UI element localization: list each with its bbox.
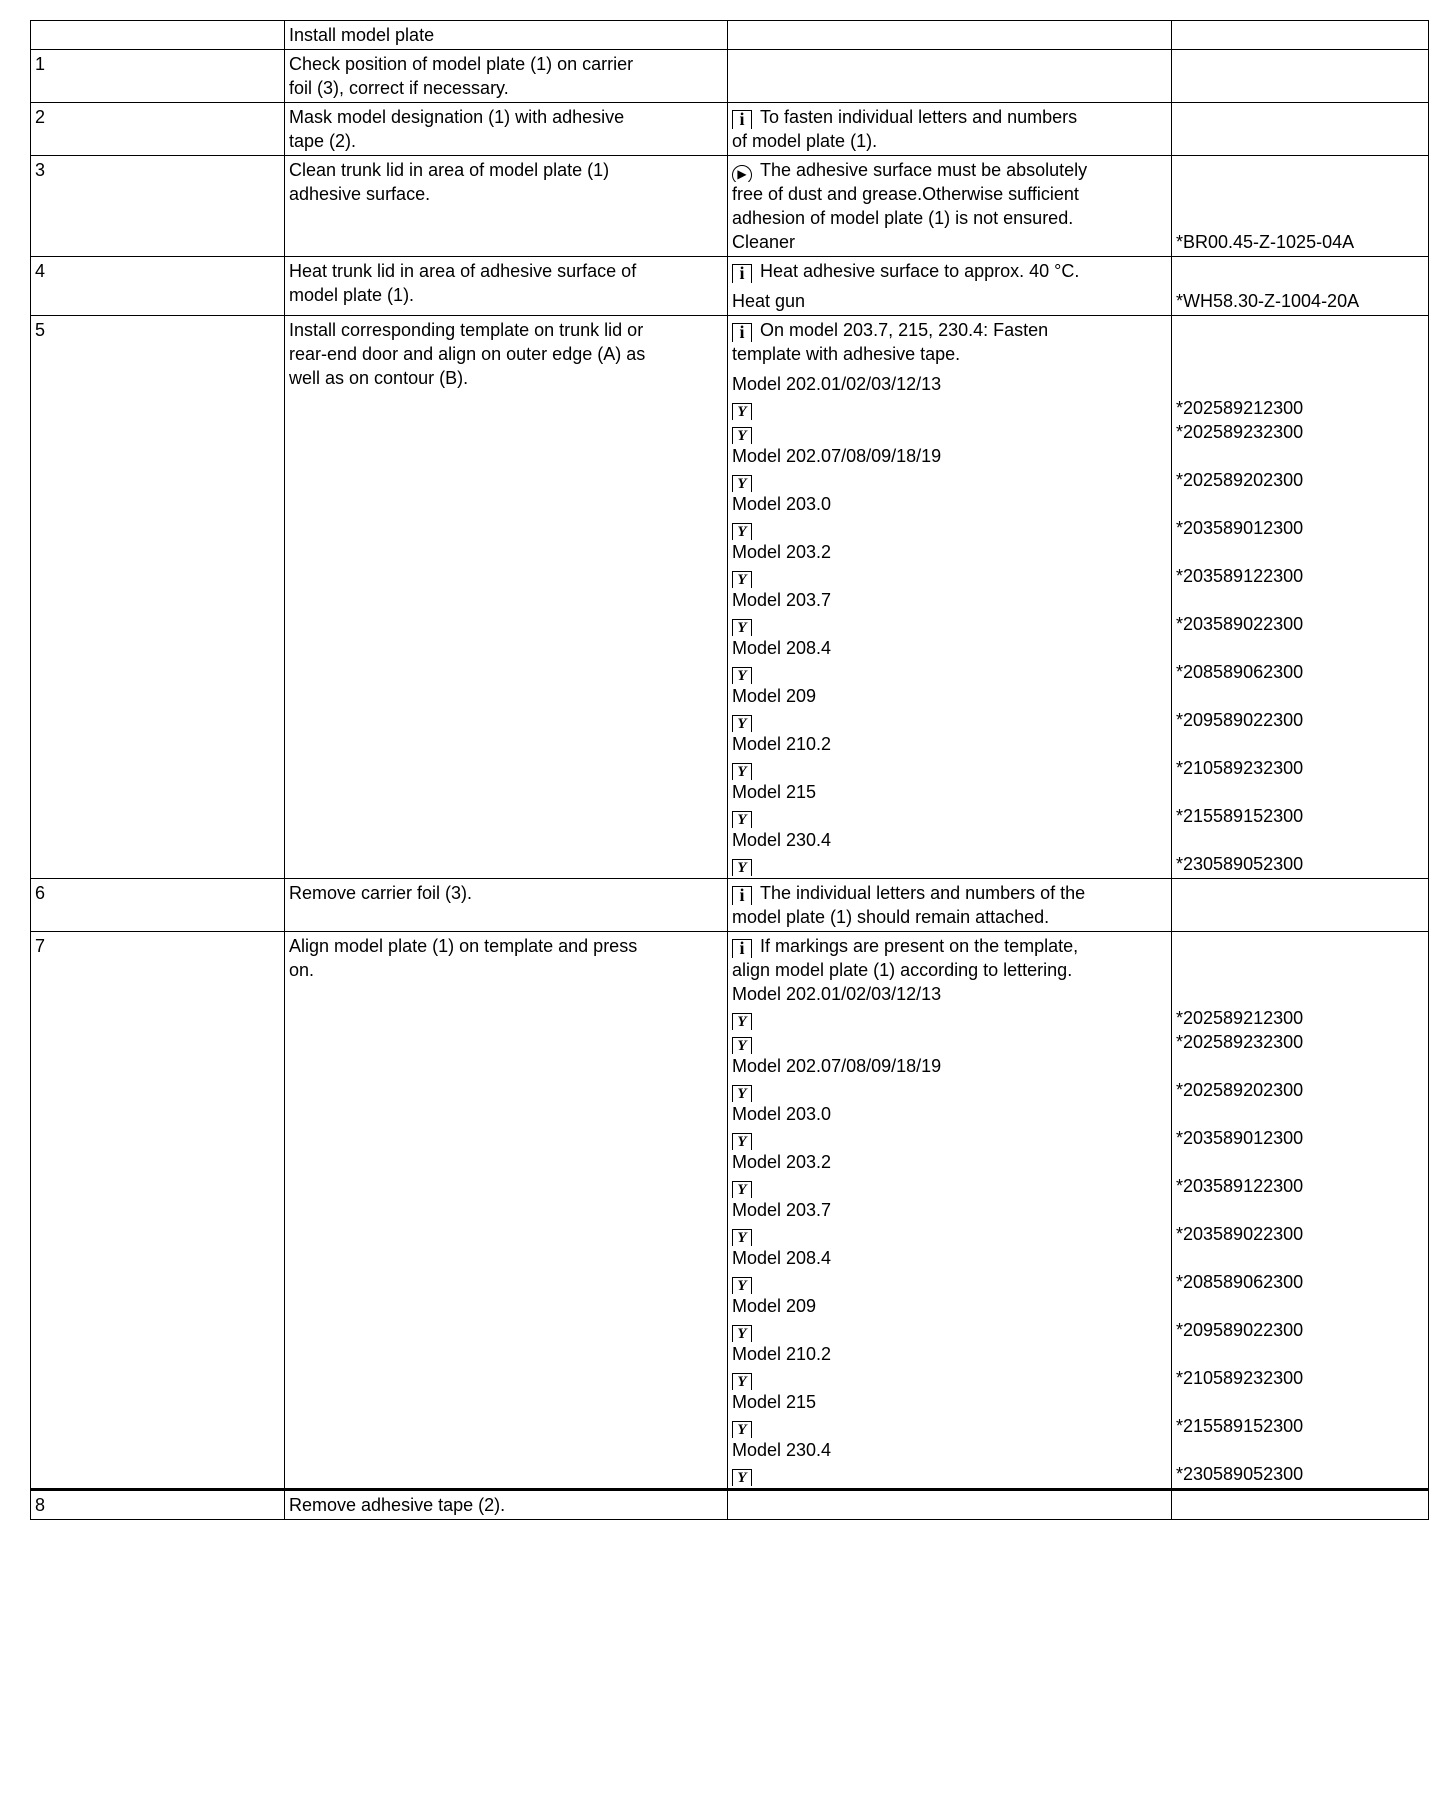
model-name: Model 202.01/02/03/12/13	[732, 984, 942, 1004]
step-action-line: Remove adhesive tape (2).	[289, 1495, 506, 1515]
tool-number: *202589232300	[1176, 1032, 1304, 1052]
step-number: 3	[35, 160, 46, 180]
special-tool-icon: Y	[732, 619, 752, 636]
special-tool-icon: Y	[732, 811, 752, 828]
note-line: template with adhesive tape.	[732, 344, 961, 364]
model-name: Model 203.7	[732, 590, 832, 610]
model-name: Model 210.2	[732, 734, 832, 754]
tool-number: *230589052300	[1176, 1464, 1304, 1484]
tool-line	[732, 708, 1167, 732]
model-name: Model 215	[732, 1392, 817, 1412]
special-tool-icon: Y	[732, 1277, 752, 1294]
info-icon: i	[732, 110, 752, 129]
material-ref: *BR00.45-Z-1025-04A	[1176, 232, 1355, 252]
special-tool-icon: Y	[732, 1181, 752, 1198]
model-name: Model 209	[732, 686, 817, 706]
special-tool-icon: Y	[732, 1325, 752, 1342]
tool-number: *203589122300	[1176, 1176, 1304, 1196]
tool-line	[732, 564, 1167, 588]
step-action-line: Mask model designation (1) with adhesive	[289, 107, 625, 127]
note-line: adhesion of model plate (1) is not ensured.	[732, 208, 1074, 228]
tool-number: *202589212300	[1176, 1008, 1304, 1028]
tool-number: *208589062300	[1176, 662, 1304, 682]
tool-line	[732, 660, 1167, 684]
special-tool-icon: Y	[732, 1085, 752, 1102]
special-tool-icon: Y	[732, 667, 752, 684]
special-tool-icon: Y	[732, 1037, 752, 1054]
special-tool-icon: Y	[732, 1469, 752, 1486]
tool-number: *209589022300	[1176, 710, 1304, 730]
step-action-line: Align model plate (1) on template and press	[289, 936, 638, 956]
tool-line	[732, 1318, 1167, 1342]
step-action-line: on.	[289, 960, 315, 980]
tool-line	[732, 804, 1167, 828]
tool-number: *203589012300	[1176, 518, 1304, 538]
material-name: Cleaner	[732, 232, 796, 252]
tool-number: *202589202300	[1176, 470, 1304, 490]
tool-number: *209589022300	[1176, 1320, 1304, 1340]
tool-number: *215589152300	[1176, 806, 1304, 826]
special-tool-icon: Y	[732, 1013, 752, 1030]
tool-line	[732, 420, 1167, 444]
tool-line	[732, 1006, 1167, 1030]
tool-line	[732, 1174, 1167, 1198]
note-line: i Heat adhesive surface to approx. 40 °C.	[732, 259, 1167, 283]
step-row-2	[31, 103, 1429, 156]
special-tool-icon: Y	[732, 1421, 752, 1438]
step-row-8	[31, 1490, 1429, 1520]
step-action-line: Clean trunk lid in area of model plate (1)	[289, 160, 610, 180]
tool-line	[732, 1030, 1167, 1054]
special-tool-icon: Y	[732, 427, 752, 444]
step-number: 4	[35, 261, 46, 281]
tool-line	[732, 1126, 1167, 1150]
step-row-7	[31, 932, 1429, 1490]
special-tool-icon: Y	[732, 475, 752, 492]
step-action-line: model plate (1).	[289, 285, 415, 305]
model-name: Model 208.4	[732, 638, 832, 658]
tool-line	[732, 468, 1167, 492]
note-line: of model plate (1).	[732, 131, 878, 151]
tool-number: *230589052300	[1176, 854, 1304, 874]
step-row-4	[31, 257, 1429, 316]
tool-line	[732, 396, 1167, 420]
note-line: i On model 203.7, 215, 230.4: Fasten	[732, 318, 1167, 342]
model-name: Model 203.7	[732, 1200, 832, 1220]
step-number: 7	[35, 936, 46, 956]
step-row-1	[31, 50, 1429, 103]
note-line: i The individual letters and numbers of the	[732, 881, 1167, 905]
step-row-6	[31, 879, 1429, 932]
model-name: Model 203.0	[732, 494, 832, 514]
tool-line	[732, 1462, 1167, 1486]
model-name: Model 203.2	[732, 1152, 832, 1172]
procedure-table	[30, 20, 1428, 1520]
info-icon: i	[732, 939, 752, 958]
step-number: 2	[35, 107, 46, 127]
tool-number: *203589022300	[1176, 1224, 1304, 1244]
tool-line	[732, 756, 1167, 780]
model-name: Model 203.2	[732, 542, 832, 562]
model-name: Model 203.0	[732, 1104, 832, 1124]
info-icon: i	[732, 886, 752, 905]
step-action-line: rear-end door and align on outer edge (A) as	[289, 344, 646, 364]
step-number: 6	[35, 883, 46, 903]
note-line: i If markings are present on the template,	[732, 934, 1167, 958]
step-action-line: tape (2).	[289, 131, 357, 151]
material-name: Heat gun	[732, 291, 806, 311]
model-name: Model 230.4	[732, 1440, 832, 1460]
step-number: 8	[35, 1495, 46, 1515]
model-name: Model 202.07/08/09/18/19	[732, 1056, 942, 1076]
tool-line	[732, 1078, 1167, 1102]
step-action-line: Install corresponding template on trunk lid or	[289, 320, 644, 340]
step-row-5	[31, 316, 1429, 879]
material-ref: *WH58.30-Z-1004-20A	[1176, 291, 1360, 311]
tool-number: *202589202300	[1176, 1080, 1304, 1100]
tool-number: *203589022300	[1176, 614, 1304, 634]
note-line: ▶ The adhesive surface must be absolutely	[732, 158, 1167, 182]
note-line: model plate (1) should remain attached.	[732, 907, 1050, 927]
tool-number: *203589122300	[1176, 566, 1304, 586]
step-action-line: well as on contour (B).	[289, 368, 469, 388]
tool-line	[732, 1222, 1167, 1246]
info-icon: i	[732, 264, 752, 283]
model-name: Model 209	[732, 1296, 817, 1316]
model-name: Model 202.01/02/03/12/13	[732, 374, 942, 394]
special-tool-icon: Y	[732, 715, 752, 732]
special-tool-icon: Y	[732, 571, 752, 588]
special-tool-icon: Y	[732, 523, 752, 540]
special-tool-icon: Y	[732, 1373, 752, 1390]
tool-line	[732, 852, 1167, 876]
special-tool-icon: Y	[732, 1133, 752, 1150]
step-row-3	[31, 156, 1429, 257]
note-line: align model plate (1) according to lettering.	[732, 960, 1073, 980]
model-name: Model 210.2	[732, 1344, 832, 1364]
model-name: Model 230.4	[732, 830, 832, 850]
tool-number: *202589212300	[1176, 398, 1304, 418]
special-tool-icon: Y	[732, 763, 752, 780]
tool-number: *208589062300	[1176, 1272, 1304, 1292]
tool-number: *203589012300	[1176, 1128, 1304, 1148]
tool-number: *215589152300	[1176, 1416, 1304, 1436]
tool-number: *210589232300	[1176, 1368, 1304, 1388]
model-name: Model 215	[732, 782, 817, 802]
step-number: 5	[35, 320, 46, 340]
title-row	[31, 21, 1429, 50]
model-name: Model 202.07/08/09/18/19	[732, 446, 942, 466]
step-number: 1	[35, 54, 46, 74]
warning-icon: ▶	[732, 165, 752, 182]
tool-line	[732, 1366, 1167, 1390]
special-tool-icon: Y	[732, 859, 752, 876]
tool-line	[732, 612, 1167, 636]
step-action-line: adhesive surface.	[289, 184, 431, 204]
model-name: Model 208.4	[732, 1248, 832, 1268]
special-tool-icon: Y	[732, 403, 752, 420]
step-action-line: Heat trunk lid in area of adhesive surface of	[289, 261, 637, 281]
step-action-line: foil (3), correct if necessary.	[289, 78, 509, 98]
tool-line	[732, 1270, 1167, 1294]
procedure-title: Install model plate	[289, 25, 435, 45]
tool-number: *202589232300	[1176, 422, 1304, 442]
tool-line	[732, 1414, 1167, 1438]
step-action-line: Check position of model plate (1) on carrier	[289, 54, 634, 74]
special-tool-icon: Y	[732, 1229, 752, 1246]
note-line: free of dust and grease.Otherwise sufficient	[732, 184, 1079, 204]
info-icon: i	[732, 323, 752, 342]
tool-number: *210589232300	[1176, 758, 1304, 778]
step-action-line: Remove carrier foil (3).	[289, 883, 473, 903]
note-line: i To fasten individual letters and numbers	[732, 105, 1167, 129]
tool-line	[732, 516, 1167, 540]
